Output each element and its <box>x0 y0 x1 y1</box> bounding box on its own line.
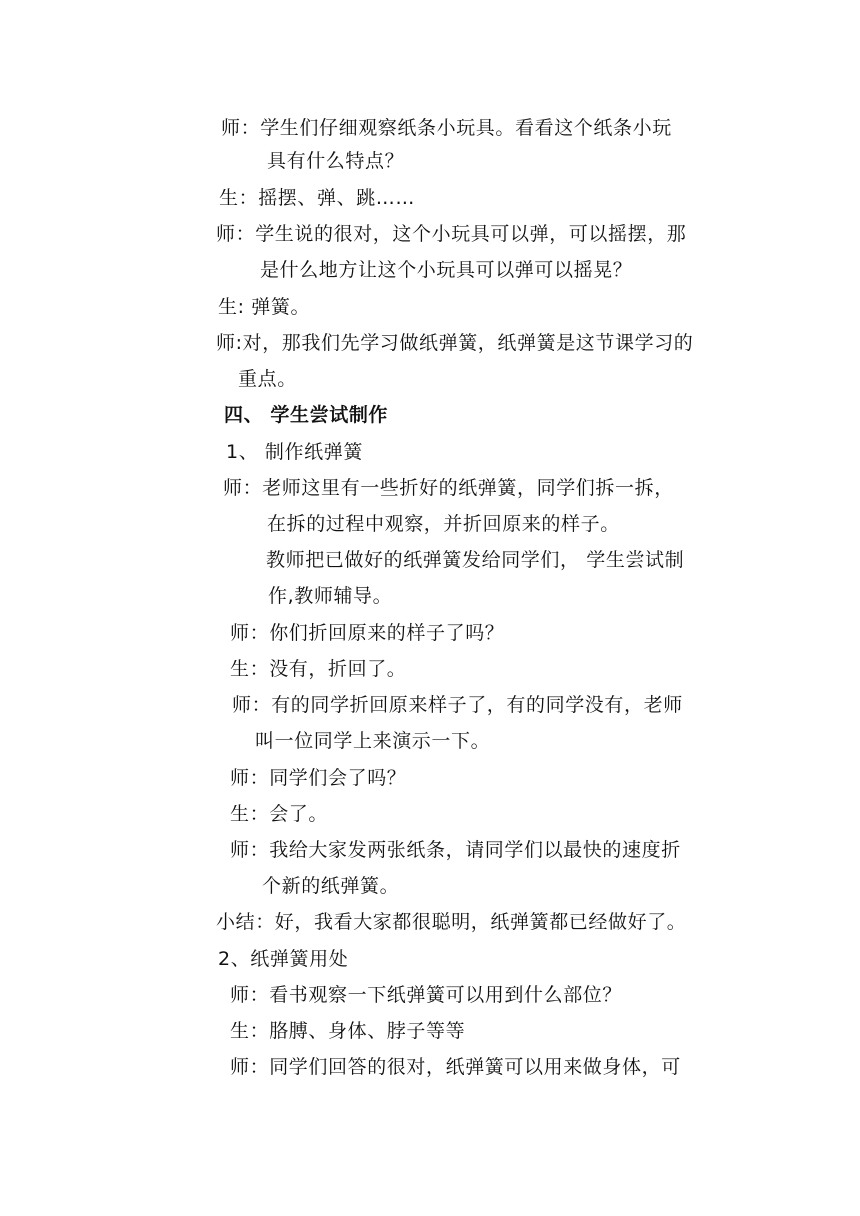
text-line: 作,教师辅导。 <box>268 585 393 607</box>
text-line: 师：你们折回原来的样子了吗？ <box>230 622 505 644</box>
text-line: 生：会了。 <box>230 803 329 825</box>
text-line: 生：没有，折回了。 <box>230 658 407 680</box>
text-line: 生: 弹簧。 <box>218 296 311 318</box>
text-line: 师：看书观察一下纸弹簧可以用到什么部位？ <box>230 984 623 1006</box>
subsection-heading: 1、 制作纸弹簧 <box>226 441 363 463</box>
text-line: 生：胳膊、身体、脖子等等 <box>230 1020 466 1042</box>
text-line: 教师把已做好的纸弹簧发给同学们， 学生尝试制 <box>266 549 685 571</box>
text-line: 叫一位同学上来演示一下。 <box>255 730 491 752</box>
text-line: 师：有的同学折回原来样子了，有的同学没有，老师 <box>232 694 683 716</box>
text-line: 师：老师这里有一些折好的纸弹簧，同学们拆一拆， <box>223 477 674 499</box>
text-line: 师：我给大家发两张纸条，请同学们以最快的速度折 <box>230 839 681 861</box>
subsection-heading: 2、纸弹簧用处 <box>218 948 349 970</box>
text-line: 具有什么特点？ <box>267 150 405 172</box>
text-line: 师：同学们会了吗？ <box>230 767 407 789</box>
text-line: 在拆的过程中观察，并折回原来的样子。 <box>267 513 620 535</box>
section-heading: 四、 学生尝试制作 <box>224 404 389 426</box>
summary-line: 小结：好，我看大家都很聪明，纸弹簧都已经做好了。 <box>216 911 687 933</box>
text-line: 师：学生们仔细观察纸条小玩具。看看这个纸条小玩 <box>221 117 672 139</box>
text-line: 是什么地方让这个小玩具可以弹可以摇晃？ <box>260 259 633 281</box>
text-line: 生：摇摆、弹、跳…… <box>219 187 416 209</box>
text-line: 重点。 <box>238 368 297 390</box>
text-line: 个新的纸弹簧。 <box>262 875 400 897</box>
text-line: 师:对，那我们先学习做纸弹簧，纸弹簧是这节课学习的 <box>216 332 694 354</box>
text-line: 师：同学们回答的很对，纸弹簧可以用来做身体，可 <box>230 1056 681 1078</box>
text-line: 师：学生说的很对，这个小玩具可以弹，可以摇摆，那 <box>216 223 687 245</box>
